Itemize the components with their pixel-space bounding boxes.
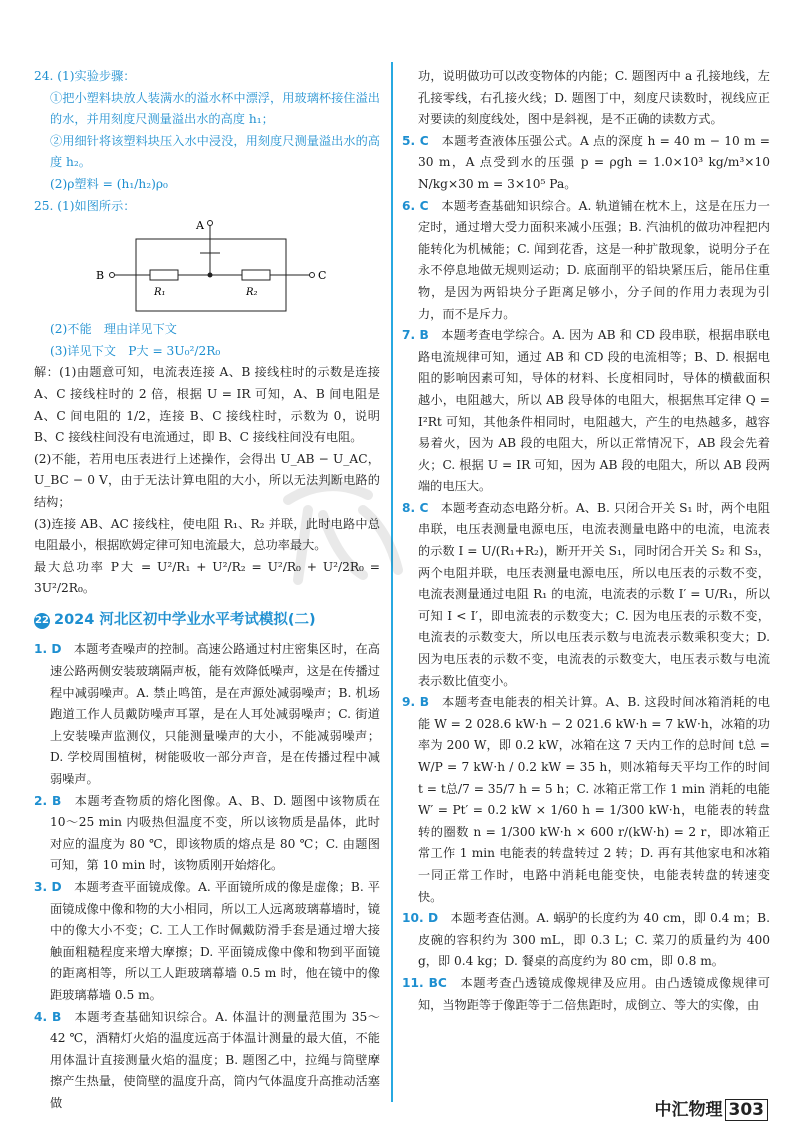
- q25-solution-2: (2)不能，若用电压表进行上述操作，会得出 U_AB − U_AC，U_BC − 0 V，由于无法计算电阻的大小，所以无法判断电路的结构；: [34, 451, 380, 509]
- answer-item: [402, 692, 770, 908]
- answer-text: 本题考查物质的熔化图像。A、B、D. 题图中该物质在 10～25 min 内吸热但温度不变，所以该物质是晶体，此时对应的温度为 80 ℃，即该物质的熔点是 80 ℃；C. 由题图可知，第 10 min 时，该物质刚开始熔化。: [50, 793, 380, 873]
- answer-num: 2. B: [34, 793, 62, 808]
- answer-num: 5. C: [402, 133, 429, 148]
- answer-text: 本题考查估测。A. 蜗驴的长度约为 40 cm，即 0.4 m；B. 皮碗的容积约为 300 mL，即 0.3 L；C. 菜刀的质量约为 400 g，即 0.4 kg；D. 餐桌的高度约为 80 cm，即 0.8 m。: [418, 911, 771, 969]
- q24-head: 24. (1)实验步骤：: [34, 69, 136, 83]
- answer-num: 6. C: [402, 198, 429, 213]
- q4-continuation: 功，说明做功可以改变物体的内能；C. 题图丙中 a 孔接地线，左孔接零线，右孔接火线；D. 题图丁中，刻度尺读数时，视线应正对要读的刻度线处，图中是斜视，是不正确的读数方式。: [418, 69, 770, 127]
- answer-item: [34, 877, 380, 1007]
- q25-part2: (2)不能 理由详见下文: [50, 322, 177, 337]
- right-column: [402, 66, 770, 1016]
- answer-item: [402, 973, 770, 1016]
- answer-num: 8. C: [402, 500, 429, 515]
- answer-text: 本题考查液体压强公式。A 点的深度 h = 40 m − 10 m = 30 m，A 点受到水的压强 p = ρgh = 1.0×10³ kg/m³×10 N/kg×30 m = 3×10⁵ Pa。: [418, 133, 770, 191]
- q25-solution-4: 最大总功率 P大 = U²/R₁ + U²/R₂ = U²/R₀ + U²/2R₀ = 3U²/2R₀。: [34, 559, 380, 596]
- answer-num: 11. BC: [402, 975, 447, 990]
- answer-text: 本题考查基础知识综合。A. 轨道铺在枕木上，这是在压力一定时，通过增大受力面积来减小压强；B. 汽油机的做功冲程把内能转化为机械能；C. 闻到花香，这是一种扩散现象，说明分子在永不停息地做无规则运动；D. 底面削平的铅块紧压后，能吊住重物，是因为两铅块分子距离足够小，分子间的作用力表现为引力，而不是斥力。: [418, 198, 770, 321]
- answer-text: 本题考查凸透镜成像规律及应用。由凸透镜成像规律可知，当物距等于像距等于二倍焦距时，成倒立、等大的实像，由: [418, 975, 770, 1012]
- left-column: [34, 66, 380, 1115]
- q24-step2: ②用细针将该塑料块压入水中浸没，用刻度尺测量溢出水的高度 h₂。: [50, 133, 380, 170]
- answer-item: [34, 639, 380, 790]
- answer-text: 本题考查动态电路分析。A、B. 只闭合开关 S₁ 时，两个电阻串联，电压表测量电源电压，电流表测量电路中的电流，电流表的示数 I = U/(R₁+R₂)，断开开关 S₁，同时闭合开关 S₂ 和 S₃，两个电阻并联，电压表测量电源电压，所以电压表的示数不变，电流表测量通过电阻 R₁ 的电流，电流表的示数 I′ = U/R₁，所以可知 I < I′，即电流表的示数变大；C. 因为电压表的示数不变，电流表的示数变大，所以电压表示数与电流表示数乘积变大；D. 因为电压表的示数不变，电流表的示数变大，电压表示数与电流表示数比值变小。: [418, 500, 770, 688]
- section-title-text: 2024 河北区初中学业水平考试模拟(二): [54, 611, 316, 628]
- answer-text: 本题考查电学综合。A. 因为 AB 和 CD 段串联，根据串联电路电流规律可知，通过 AB 和 CD 段的电流相等；B、D. 根据电阻的影响因素可知，导体的材料、长度相同时，导体的横截面积越小，电阻越大，所以 AB 段导体的电阻大，根据焦耳定律 Q = I²Rt 可知，其他条件相同时，电阻越大，产生的电热越多，越容易着火，因为 AB 段的电阻大，所以正常情况下，AB 段会先着火；C. 根据 U = IR 可知，因为 AB 段的电阻大，所以 AB 段两端的电压大。: [418, 328, 770, 494]
- answer-item: [402, 498, 770, 692]
- q25-solution-3: (3)连接 AB、AC 接线柱，使电阻 R₁、R₂ 并联，此时电路中总电阻最小，根据欧姆定律可知电流最大，总功率最大。: [34, 516, 380, 553]
- q24-block: [34, 66, 380, 196]
- answer-item: [402, 131, 770, 196]
- answer-text: 本题考查噪声的控制。高速公路通过村庄密集区时，在高速公路两侧安装玻璃隔声板，能有效降低噪声，这是在传播过程中减弱噪声。A. 禁止鸣笛，是在声源处减弱噪声；B. 机场跑道工作人员戴防噪声耳罩，是在人耳处减弱噪声；C. 街道上安装噪声监测仪，只能测量噪声的大小，不能减弱噪声；D. 学校周围植树，树能吸收一部分声音，是在传播过程中减弱噪声。: [50, 642, 380, 787]
- q25-part3: (3)详见下文 P大 = 3U₀²/2R₀: [50, 343, 221, 358]
- answer-num: 1. D: [34, 642, 62, 657]
- q24-formula: (2)ρ塑料 = (h₁/h₂)ρ₀: [50, 176, 168, 191]
- footer-label: 中汇物理: [654, 1100, 723, 1120]
- resistor-r2-label: R₂: [246, 287, 258, 299]
- answer-item: [34, 791, 380, 877]
- q25-head: 25. (1)如图所示：: [34, 198, 136, 213]
- answer-num: 7. B: [402, 328, 429, 343]
- answer-num: 9. B: [402, 695, 430, 710]
- answer-item: [402, 325, 770, 498]
- answer-item: [402, 196, 770, 326]
- q25-solution-1: 解：(1)由题意可知，电流表连接 A、B 接线柱时的示数是连接 A、C 接线柱时的 2 倍，根据 U = IR 可知，A、B 间电阻是 A、C 间电阻的 1/2，连接 B、C 接线柱时，示数为 0，说明 B、C 接线柱间没有电流通过，即 B、C 接线柱间没有电阻。: [34, 365, 380, 445]
- answer-text: 本题考查基础知识综合。A. 体温计的测量范围为 35～42 ℃，酒精灯火焰的温度远高于体温计测量的最大值，不能用体温计直接测量火焰的温度；B. 题图乙中，拉绳与筒壁摩擦产生热量，使筒壁的温度升高，筒内气体温度升高推动活塞做: [50, 1009, 380, 1110]
- resistor-r1-label: R₁: [154, 287, 166, 299]
- q25-block: [34, 196, 380, 600]
- section-badge: 22: [34, 613, 50, 629]
- answer-item: [34, 1007, 380, 1115]
- answer-num: 10. D: [402, 911, 439, 926]
- answer-num: 4. B: [34, 1009, 62, 1024]
- answer-num: 3. D: [34, 880, 62, 894]
- section-title: [34, 610, 380, 632]
- q24-step1: ①把小塑料块放人装满水的溢水杯中漂浮，用玻璃杯接住溢出的水，并用刻度尺测量溢出水的高度 h₁；: [50, 90, 380, 127]
- page-footer: [655, 1095, 769, 1120]
- terminal-c-label: C: [318, 269, 327, 283]
- terminal-a-label: A: [196, 219, 204, 233]
- answer-text: 本题考查电能表的相关计算。A、B. 这段时间冰箱消耗的电能 W = 2 028.6 kW·h − 2 021.6 kW·h = 7 kW·h，冰箱的功率为 200 W，即 0.2 kW，冰箱在这 7 天内工作的总时间 t总 = W/P = 7 kW·h / 0.2 kW = 35 h，则冰箱每天平均工作的时间 t = t总/7 = 35/7 h = 5 h；C. 冰箱正常工作 1 min 消耗的电能 W′ = Pt′ = 0.2 kW × 1/60 h = 1/300 kW·h，电能表的转盘转的圈数 n = 1/300 kW·h × 600 r/(kW·h) = 2 r，即冰箱正常工作 1 min 电能表的转盘转过 2 转；D. 再有其他家电和冰箱一同正常工作时，电路中消耗电能变快，电能表转盘的转速变快。: [418, 695, 770, 904]
- answer-text: 本题考查平面镜成像。A. 平面镜所成的像是虚像；B. 平面镜成像中像和物的大小相同，所以工人远离玻璃幕墙时，镜中的像大小不变；C. 工人工作时佩戴防滑手套是通过增大接触面粗糙程度来增大摩擦；D. 平面镜成像中像和物到平面镜的距离相等，所以工人距玻璃幕墙 0.5 m 时，他在镜中的像距玻璃幕墙 0.5 m。: [50, 880, 380, 1002]
- page-number: 303: [725, 1099, 769, 1121]
- answer-item: [402, 908, 770, 973]
- circuit-diagram: [92, 219, 332, 315]
- terminal-b-label: B: [96, 269, 105, 283]
